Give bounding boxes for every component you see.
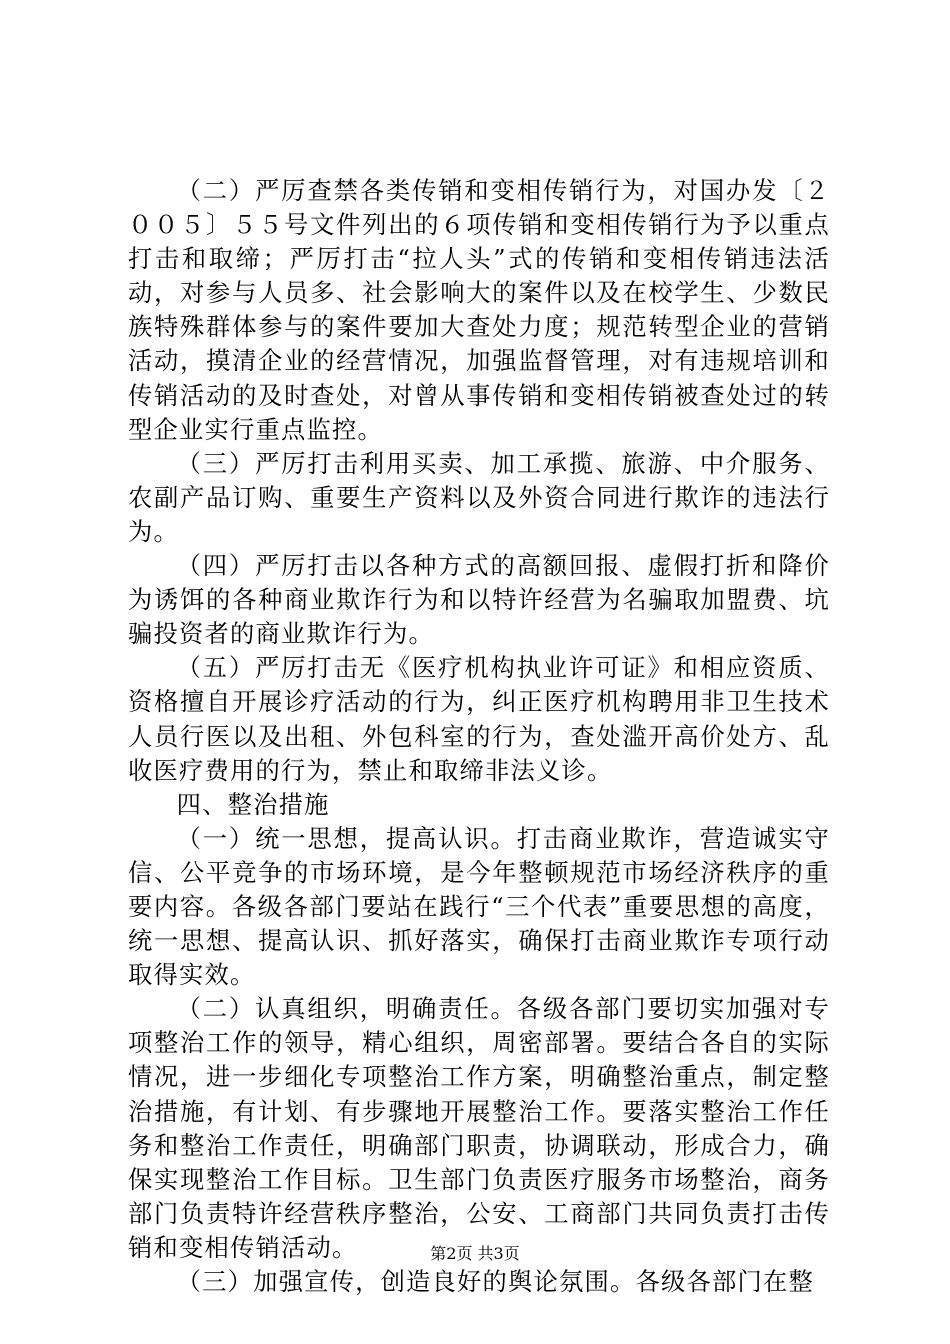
paragraph-item-2-crackdown-pyramid-selling: （二）严厉查禁各类传销和变相传销行为，对国办发〔２００５〕５５号文件列出的６项传销和变相传销行为予以重点打击和取缔；严厉打击“拉人头”式的传销和变相传销违法活动，对参与人员多、社会影响大的案件以及在校学生、少数民族特殊群体参与的案件要加大查处力度；规范转型企业的营销活动，摸清企业的经营情况，加强监督管理，对有违规培训和传销活动的及时查处，对曾从事传销和变相传销被查处过的转型企业实行重点监控。 [128, 176, 830, 444]
paragraph-item-5-medical-services: （五）严厉打击无《医疗机构执业许可证》和相应资质、资格擅自开展诊疗活动的行为，纠正医疗机构聘用非卫生技术人员行医以及出租、外包科室的行为，查处滥开高价处方、乱收医疗费用的行为，禁止和取缔非法义诊。 [128, 653, 830, 785]
paragraph-measure-1-unify-thinking: （一）统一思想，提高认识。打击商业欺诈，营造诚实守信、公平竞争的市场环境，是今年整顿规范市场经济秩序的重要内容。各级各部门要站在践行“三个代表”重要思想的高度，统一思想、提高认识、抓好落实，确保打击商业欺诈专项行动取得实效。 [128, 823, 830, 990]
paragraph-measure-2-organize-responsibility: （二）认真组织，明确责任。各级各部门要切实加强对专项整治工作的领导，精心组织，周密部署。要结合各自的实际情况，进一步细化专项整治工作方案，明确整治重点，制定整治措施，有计划、有步骤地开展整治工作。要落实整治工作任务和整治工作责任，明确部门职责，协调联动，形成合力，确保实现整治工作目标。卫生部门负责医疗服务市场整治，商务部门负责特许经营秩序整治，公安、工商部门共同负责打击传销和变相传销活动。 [128, 994, 830, 1262]
section-heading-measures: 四、整治措施 [176, 789, 330, 819]
paragraph-measure-3-publicity: （三）加强宣传，创造良好的舆论氛围。各级各部门在整 [176, 1267, 815, 1296]
document-body [128, 174, 830, 1299]
page-footer-page-number: 第2页 共3页 [430, 1244, 520, 1263]
paragraph-item-3-contract-fraud: （三）严厉打击利用买卖、加工承揽、旅游、中介服务、农副产品订购、重要生产资料以及外资合同进行欺诈的违法行为。 [128, 448, 830, 546]
paragraph-item-4-commercial-fraud: （四）严厉打击以各种方式的高额回报、虚假打折和降价为诱饵的各种商业欺诈行为和以特许经营为名骗取加盟费、坑骗投资者的商业欺诈行为。 [128, 551, 830, 649]
